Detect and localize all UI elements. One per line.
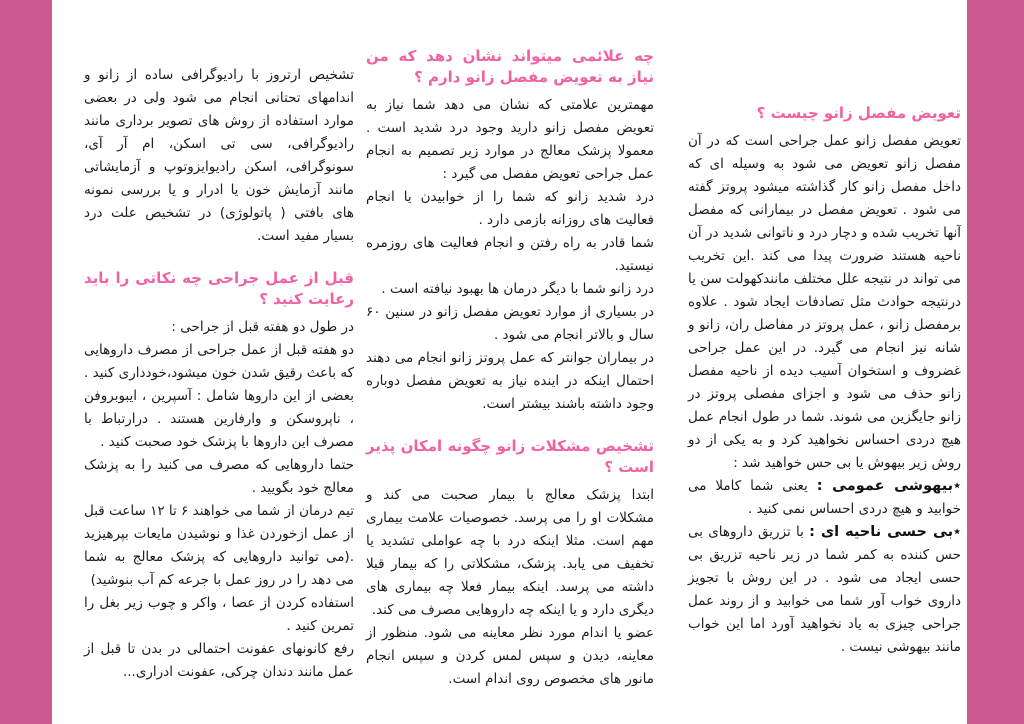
column-left: [84, 64, 354, 684]
term-label: ٭بی حسی ناحیه ای :: [809, 524, 961, 540]
section-heading-diagnosis: تشخیص مشکلات زانو چگونه امکان پذیر است ؟: [366, 437, 654, 476]
anesthesia-item-regional: [688, 521, 961, 659]
paragraph: عضو یا اندام مورد نظر معاینه می شود. منظور از معاینه، دیدن و سپس لمس کردن و سپس انجام مانور های مخصوص روی اندام است.: [366, 625, 654, 687]
paragraph: دو هفته قبل از عمل جراحی از مصرف داروهایی که باعث رقیق شدن خون میشود،خودداری کنید . بعضی از این داروها شامل : آسپرین ، ایبوبروفن ، ناپروسکن و وارفارین هستند . درارتباط با مصرف این داروها با پزشک خود صحبت کنید .: [84, 342, 354, 450]
paragraph: درد زانو شما با دیگر درمان ها بهبود نیافته است .: [381, 281, 654, 297]
paragraph: ابتدا پزشک معالج با بیمار صحبت می کند و مشکلات او را می پرسد. خصوصیات علامت بیماری مهم است. مثلا اینکه درد با چه عواملی تشدید یا تخفیف می یابد. پزشک، مشکلاتی را که بیمار قبلا داشته می پرسد. اینکه بیمار فعلا چه بیماری های دیگری دارد و یا اینکه چه داروهایی مصرف می کند.: [366, 487, 654, 618]
section-heading-before-surgery: قبل از عمل جراحی چه نکاتی را باید رعایت کنید ؟: [84, 269, 354, 308]
paragraph: رفع کانونهای عفونت احتمالی در بدن تا قبل از عمل مانند دندان چرکی، عفونت ادراری...: [84, 641, 354, 680]
paragraph: تیم درمان از شما می خواهند ۶ تا ۱۲ ساعت قبل از عمل ازخوردن غذا و نوشیدن مایعات بپرهیزید .(می توانید داروهایی که پزشک معالج به شما می دهد را در روز عمل با جرعه کم آب بنوشید): [84, 503, 354, 588]
paragraph: شما قادر به راه رفتن و انجام فعالیت های روزمره نیستید.: [366, 235, 654, 274]
section-heading-symptoms: چه علائمی میتواند نشان دهد که من نیاز به تعویض مفصل زانو دارم ؟: [366, 47, 654, 86]
term-label: ٭بیهوشی عمومی :: [816, 478, 961, 494]
paragraph: تشخیص ارتروز با رادیوگرافی ساده از زانو و اندامهای تحتانی انجام می شود ولی در بعضی موارد استفاده از روش های تصویر برداری مانند رادیوگرافی، سی تی اسکن، ام آر آی، سونوگرافی، اسکن رادیوایزوتوپ و آزمایشاتی مانند آزمایش خون یا ادرار و یا بررسی نمونه های بافتی ( پاتولوژی) در تشخیص علت درد بسیار مفید است.: [84, 67, 354, 244]
paragraph: در طول دو هفته قبل از جراحی :: [171, 319, 354, 335]
term-text: یعنی شما کاملا می خوابید و هیچ دردی احساس نمی کنید .: [688, 478, 961, 517]
section-heading-what-is-knee-replacement: تعویض مفصل زانو چیست ؟: [756, 104, 961, 122]
paragraph: درد شدید زانو که شما را از خوابیدن یا انجام فعالیت های روزانه بازمی دارد .: [366, 189, 654, 228]
paragraph: تعویض مفصل زانو عمل جراحی است که در آن مفصل زانو تعویض می شود به وسیله ای که داخل مفصل زانو کار گذاشته میشود پروتز گفته می شود . تعویض مفصل در بیمارانی که مفصل آنها تخریب شده و دچار درد و ناتوانی شدید در آن ناحیه هستند ضرورت پیدا می کند .این تخریب می تواند در نتیجه علل مختلف مانندکهولت سن یا درنتیجه حوادث مثل تصادفات ایجاد شود . علاوه برمفصل زانو ، عمل پروتز در مفاصل ران، زانو و شانه نیز انجام می گیرد. در این عمل جراحی غضروف و استخوان آسیب دیده از ناحیه مفصل زانو حذف می شود و اجزای مفصلی پروتز در زانو جایگزین می شوند. شما در طول انجام عمل هیچ دردی احساس نخواهید کرد و به یکی از دو روش زیر بیهوش یا بی حس خواهید شد :: [688, 133, 961, 471]
paragraph: استفاده کردن از عصا ، واکر و چوب زیر بغل را تمرین کنید .: [84, 595, 354, 634]
anesthesia-item-general: [688, 475, 961, 521]
column-middle: [366, 46, 654, 691]
term-text: با تزریق داروهای بی حس کننده به کمر شما در زیر ناحیه تزریق بی حسی ایجاد می شود . در این روش با تجویز داروی خواب آور شما می خوابید و از روند عمل جراحی چیزی به یاد نخواهید آورد اما این خواب مانند بیهوشی نیست .: [688, 524, 961, 655]
paragraph: مهمترین علامتی که نشان می دهد شما نیاز به تعویض مفصل زانو دارید وجود درد شدید است . معمولا پزشک معالج در موارد زیر تصمیم به انجام عمل جراحی تعویض مفصل می گیرد :: [366, 97, 654, 182]
paragraph: حتما داروهایی که مصرف می کنید را به پزشک معالج خود بگویید .: [84, 457, 354, 496]
column-right: [688, 103, 961, 659]
paragraph: در بسیاری از موارد تعویض مفصل زانو در سنین ۶۰ سال و بالاتر انجام می شود .: [366, 304, 654, 343]
left-accent-bar: [0, 0, 52, 724]
paragraph: در بیماران جوانتر که عمل پروتز زانو انجام می دهند احتمال اینکه در اینده نیاز به تعویض مفصل دوباره وجود داشته باشند بیشتر است.: [366, 350, 654, 412]
right-accent-bar: [967, 0, 1024, 724]
